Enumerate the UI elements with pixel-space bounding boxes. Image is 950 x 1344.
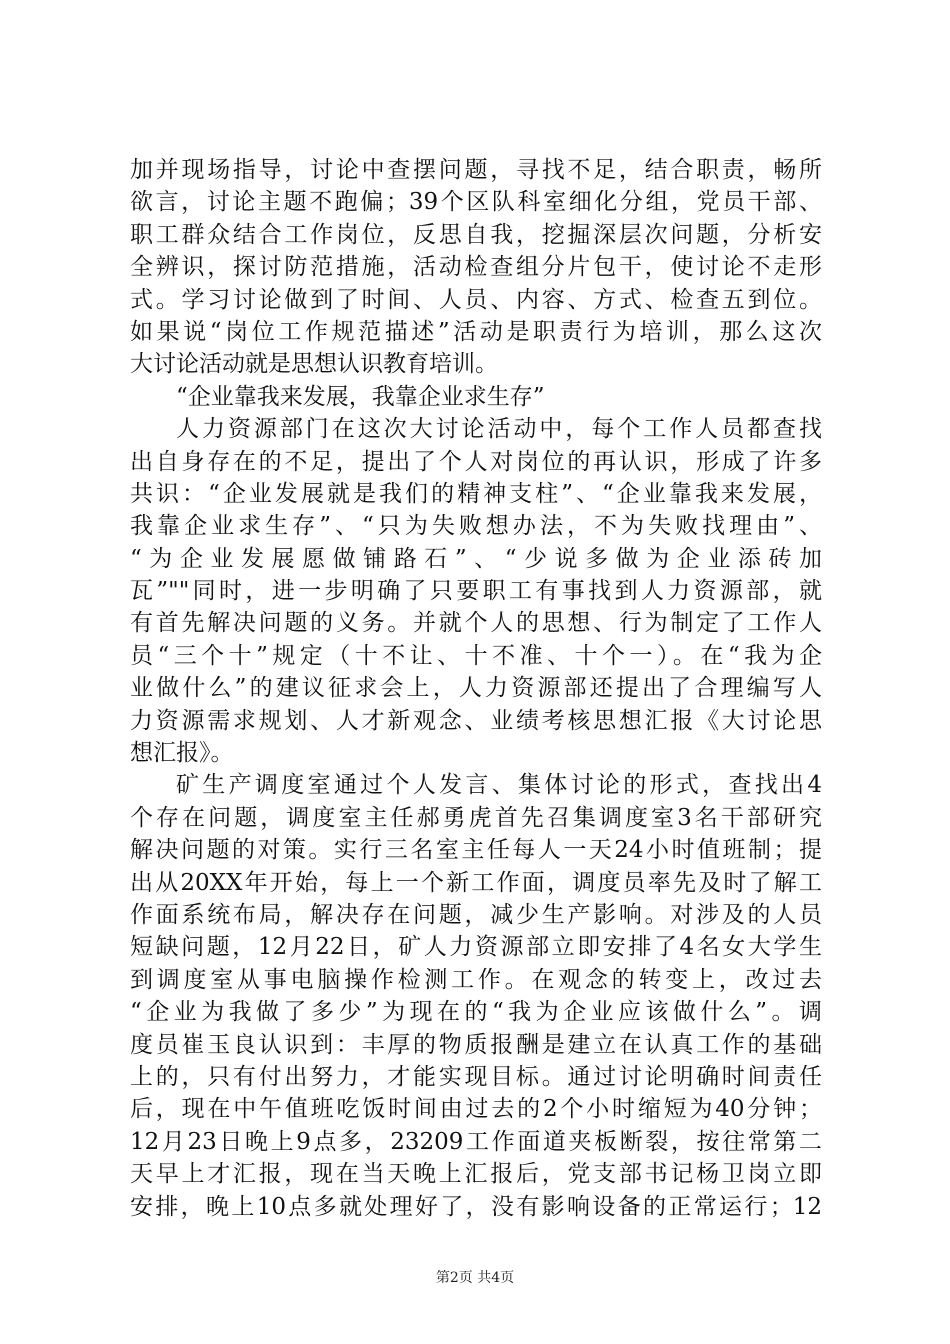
text-line: 有首先解决问题的义务。并就个人的思想、行为制定了工作人 <box>130 610 822 637</box>
text-line: 后，现在中午值班吃饭时间由过去的2个小时缩短为40分钟； <box>130 1096 822 1123</box>
text-line: 瓦”""同时，进一步明确了只要职工有事找到人力资源部，就 <box>130 578 822 605</box>
text-line: 出自身存在的不足，提出了个人对岗位的再认识，形成了许多 <box>130 448 822 475</box>
text-line: 共识：“企业发展就是我们的精神支柱”、“企业靠我来发展， <box>130 480 822 507</box>
text-line: 业做什么”的建议征求会上，人力资源部还提出了合理编写人 <box>130 675 822 702</box>
text-line: 天早上才汇报，现在当天晚上汇报后，党支部书记杨卫岗立即 <box>130 1161 822 1188</box>
text-line: 加并现场指导，讨论中查摆问题，寻找不足，结合职责，畅所 <box>130 157 822 183</box>
page-footer: 第2页 共4页 <box>435 1270 515 1286</box>
text-line: 解决问题的对策。实行三名室主任每人一天24小时值班制；提 <box>130 837 822 864</box>
body-text <box>130 154 822 1223</box>
text-line: 想汇报》。 <box>130 740 234 767</box>
text-line: 力资源需求规划、人才新观念、业绩考核思想汇报《大讨论思 <box>130 707 822 734</box>
text-line: 欲言，讨论主题不跑偏；39个区队科室细化分组，党员干部、 <box>130 189 822 216</box>
text-line: 矿生产调度室通过个人发言、集体讨论的形式，查找出4 <box>176 772 822 799</box>
text-line: 如果说“岗位工作规范描述”活动是职责行为培训，那么这次 <box>130 318 822 345</box>
text-line: 度员崔玉良认识到：丰厚的物质报酬是建立在认真工作的基础 <box>130 1031 822 1058</box>
text-line: 大讨论活动就是思想认识教育培训。 <box>130 351 498 378</box>
text-line: 短缺问题，12月22日，矿人力资源部立即安排了4名女大学生 <box>130 934 822 961</box>
text-line: 12月23日晚上9点多，23209工作面道夹板断裂，按往常第二 <box>130 1128 822 1155</box>
text-line: 式。学习讨论做到了时间、人员、内容、方式、检查五到位。 <box>130 286 822 313</box>
text-line: “企业靠我来发展，我靠企业求生存” <box>176 383 545 410</box>
text-line: 个存在问题，调度室主任郝勇虎首先召集调度室3名干部研究 <box>130 804 822 831</box>
text-line: “为企业发展愿做铺路石”、“少说多做为企业添砖加 <box>130 545 822 572</box>
text-line: 上的，只有付出努力，才能实现目标。通过讨论明确时间责任 <box>130 1063 822 1090</box>
text-line: 员“三个十”规定（十不让、十不准、十个一）。在“我为企 <box>130 642 822 669</box>
text-line: 安排，晚上10点多就处理好了，没有影响设备的正常运行；12 <box>130 1193 822 1220</box>
text-line: 到调度室从事电脑操作检测工作。在观念的转变上，改过去 <box>130 966 822 993</box>
text-line: 人力资源部门在这次大讨论活动中，每个工作人员都查找 <box>176 416 822 443</box>
text-line: 出从20XX年开始，每上一个新工作面，调度员率先及时了解工 <box>130 869 822 896</box>
text-line: 我靠企业求生存”、“只为失败想办法，不为失败找理由”、 <box>130 513 822 540</box>
text-line: “企业为我做了多少”为现在的“我为企业应该做什么”。调 <box>130 999 822 1026</box>
text-line: 作面系统布局，解决存在问题，减少生产影响。对涉及的人员 <box>130 901 822 928</box>
text-line: 职工群众结合工作岗位，反思自我，挖掘深层次问题，分析安 <box>130 221 822 248</box>
text-line: 全辨识，探讨防范措施，活动检查组分片包干，使讨论不走形 <box>130 254 822 281</box>
